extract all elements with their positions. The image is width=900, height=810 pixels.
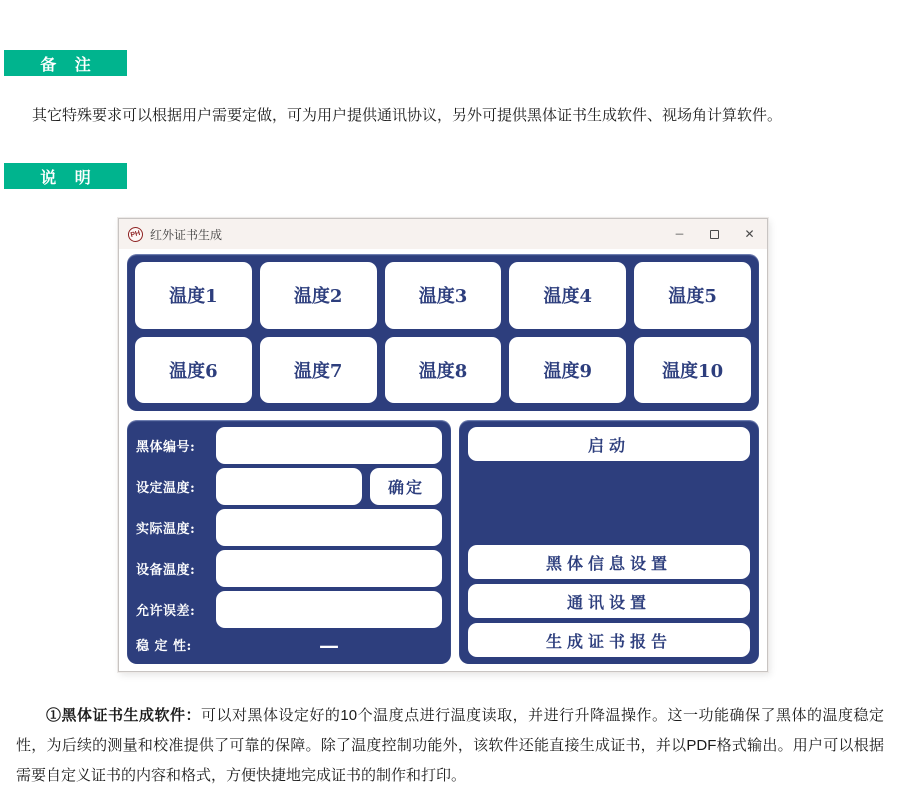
lower-section [127,420,759,664]
actions-panel [459,420,759,664]
title-bar [119,219,767,249]
close-button[interactable] [732,219,767,249]
close-icon: ✕ [744,227,755,241]
readings-panel [127,420,451,664]
device-temperature-input[interactable] [216,550,442,587]
field-row-device-temperature [136,550,442,587]
software-note-paragraph [16,701,884,791]
app-window [118,218,768,672]
section-badge-remark: 备 注 [4,50,127,76]
temp-button-7[interactable]: 温度7 [260,337,377,404]
set-temperature-label: 设定温度: [136,481,196,496]
temp-button-1[interactable]: 温度1 [135,262,252,329]
field-row-actual-temperature [136,509,442,546]
temp-button-8[interactable]: 温度8 [385,337,502,404]
temp-button-10[interactable]: 温度10 [634,337,751,404]
set-temperature-input[interactable] [216,468,362,505]
software-note-body: 可以对黑体设定好的10个温度点进行温度读取，并进行升降温操作。这一功能确保了黑体的温度稳定性，为后续的测量和校准提供了可靠的保障。除了温度控制功能外，该软件还能直接生成证书，并以PDF格式输出。用户可以根据需要自定义证书的内容和格式，方便快捷地完成证书的制作和打印。 [16,707,884,784]
field-row-allowed-error [136,591,442,628]
software-note-lead: ①黑体证书生成软件： [46,707,201,724]
actual-temperature-input[interactable] [216,509,442,546]
temp-button-6[interactable]: 温度6 [135,337,252,404]
start-button[interactable]: 启动 [468,427,750,461]
blackbody-info-settings-button[interactable]: 黑体信息设置 [468,545,750,579]
device-temperature-label: 设备温度: [136,563,196,578]
actions-spacer [468,466,750,540]
field-row-set-temperature [136,468,442,505]
blackbody-number-label: 黑体编号: [136,440,196,455]
allowed-error-input[interactable] [216,591,442,628]
blackbody-number-input[interactable] [216,427,442,464]
temp-button-2[interactable]: 温度2 [260,262,377,329]
window-title: 红外证书生成 [150,227,223,242]
window-content [119,249,767,672]
stability-value: — [319,632,339,657]
maximize-icon [710,230,719,239]
section-badge-description: 说 明 [4,163,127,189]
temp-button-5[interactable]: 温度5 [634,262,751,329]
minimize-button[interactable] [662,219,697,249]
actual-temperature-label: 实际温度: [136,522,196,537]
communication-settings-button[interactable]: 通讯设置 [468,584,750,618]
stability-row [136,632,442,657]
allowed-error-label: 允许误差: [136,604,196,619]
stability-label: 稳 定 性: [136,639,192,654]
field-row-blackbody-number [136,427,442,464]
maximize-button[interactable] [697,219,732,249]
confirm-button[interactable]: 确定 [370,468,442,505]
minimize-icon: — [675,228,684,240]
temp-button-3[interactable]: 温度3 [385,262,502,329]
temp-button-9[interactable]: 温度9 [509,337,626,404]
app-logo-icon: PH [126,225,144,243]
window-controls [662,219,767,249]
remark-paragraph: 其它特殊要求可以根据用户需要定做，可为用户提供通讯协议，另外可提供黑体证书生成软件、视场角计算软件。 [32,107,783,124]
generate-certificate-report-button[interactable]: 生成证书报告 [468,623,750,657]
temp-button-4[interactable]: 温度4 [509,262,626,329]
temperature-panel [127,254,759,411]
